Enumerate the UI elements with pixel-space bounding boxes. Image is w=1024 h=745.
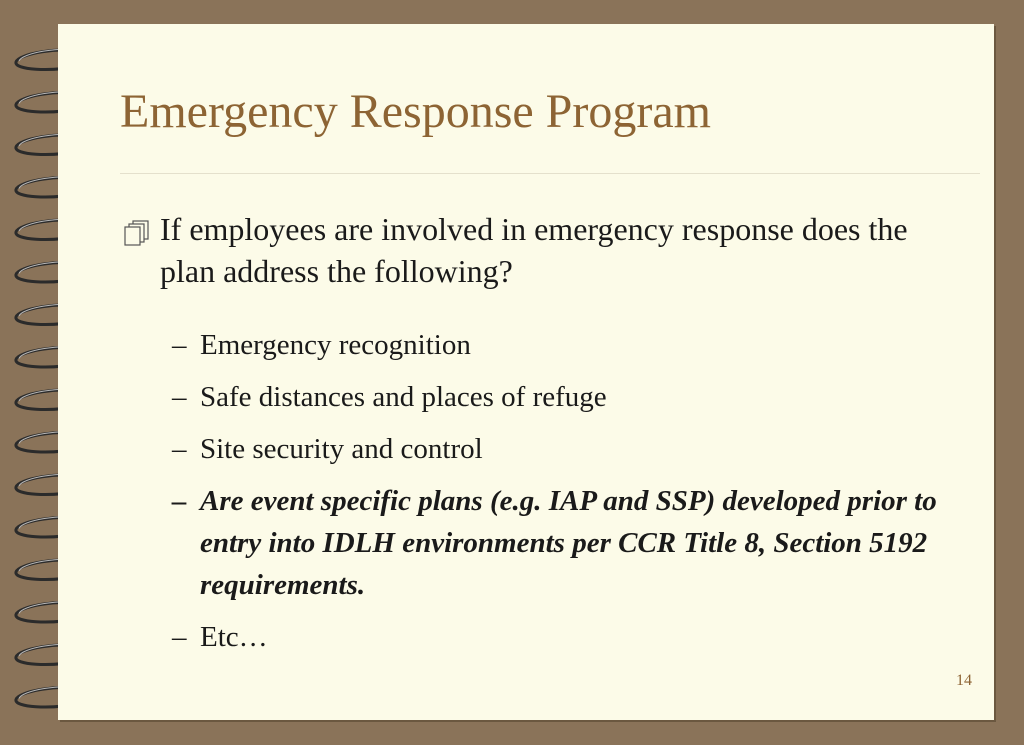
slide-title: Emergency Response Program [120,85,711,138]
sub-bullet-text: Etc… [200,621,268,653]
main-bullet [120,208,940,292]
sub-bullet-text: Safe distances and places of refuge [200,381,607,413]
sub-bullet [172,428,972,470]
sub-bullet-text: Are event specific plans (e.g. IAP and SSP) developed prior to entry into IDLH environments per CCR Title 8, Section 5192 requirements. [200,485,937,601]
sub-bullet-text: Site security and control [200,433,483,465]
sub-bullet [172,616,972,658]
sub-bullet [172,376,972,418]
sub-bullet-emphasized [172,480,972,606]
stacked-pages-icon [124,220,150,246]
dash-marker: – [172,381,187,413]
dash-marker: – [172,485,187,517]
main-bullet-text: If employees are involved in emergency response does the plan address the following? [160,211,908,289]
page-number: 14 [956,672,972,689]
sub-bullet [172,324,972,366]
dash-marker: – [172,329,187,361]
slide-page [58,24,994,720]
title-divider [120,173,980,174]
dash-marker: – [172,433,187,465]
sub-bullet-text: Emergency recognition [200,329,471,361]
dash-marker: – [172,621,187,653]
sub-bullet-list [172,324,972,668]
